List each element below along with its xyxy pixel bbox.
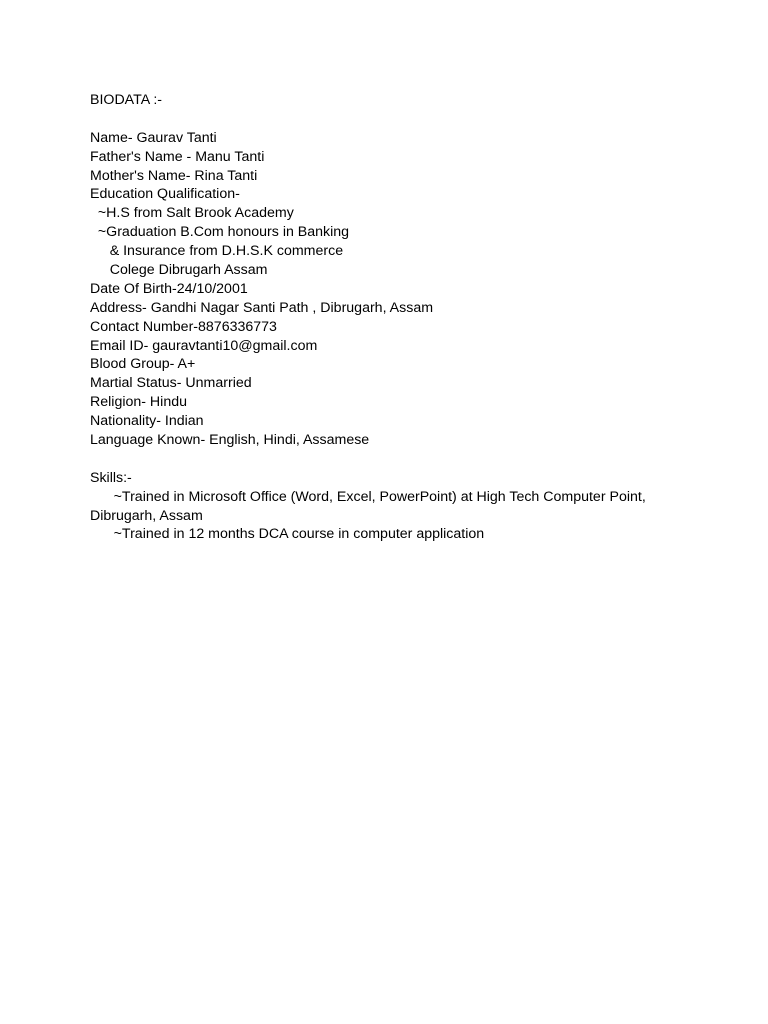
- contact-number-line: Contact Number-8876336773: [90, 318, 277, 335]
- blood-group-line: Blood Group- A+: [90, 356, 196, 373]
- biodata-document: [90, 91, 690, 544]
- skill-1-line-2: Dibrugarh, Assam: [90, 507, 203, 524]
- education-graduation-line-1: ~Graduation B.Com honours in Banking: [90, 224, 350, 241]
- skill-2-line: ~Trained in 12 months DCA course in computer application: [90, 526, 485, 543]
- religion-line: Religion- Hindu: [90, 394, 187, 411]
- address-line: Address- Gandhi Nagar Santi Path , Dibrugarh, Assam: [90, 299, 434, 316]
- father-name-line: Father's Name - Manu Tanti: [90, 148, 265, 165]
- document-heading: BIODATA :-: [90, 92, 162, 108]
- skills-heading: Skills:-: [90, 469, 132, 486]
- education-graduation-line-3: Colege Dibrugarh Assam: [90, 262, 268, 279]
- education-hs-line: ~H.S from Salt Brook Academy: [90, 205, 294, 222]
- name-line: Name- Gaurav Tanti: [90, 129, 217, 146]
- education-label: Education Qualification-: [90, 186, 240, 203]
- blank-line: [90, 450, 690, 469]
- skill-1-line-1: ~Trained in Microsoft Office (Word, Excel, PowerPoint) at High Tech Computer Point,: [90, 488, 646, 505]
- mother-name-line: Mother's Name- Rina Tanti: [90, 167, 258, 184]
- nationality-line: Nationality- Indian: [90, 413, 204, 430]
- marital-status-line: Martial Status- Unmarried: [90, 375, 252, 392]
- date-of-birth-line: Date Of Birth-24/10/2001: [90, 280, 248, 297]
- languages-line: Language Known- English, Hindi, Assamese: [90, 432, 370, 449]
- email-line: Email ID- gauravtanti10@gmail.com: [90, 337, 318, 354]
- blank-line: [90, 110, 690, 129]
- education-graduation-line-2: & Insurance from D.H.S.K commerce: [90, 243, 344, 260]
